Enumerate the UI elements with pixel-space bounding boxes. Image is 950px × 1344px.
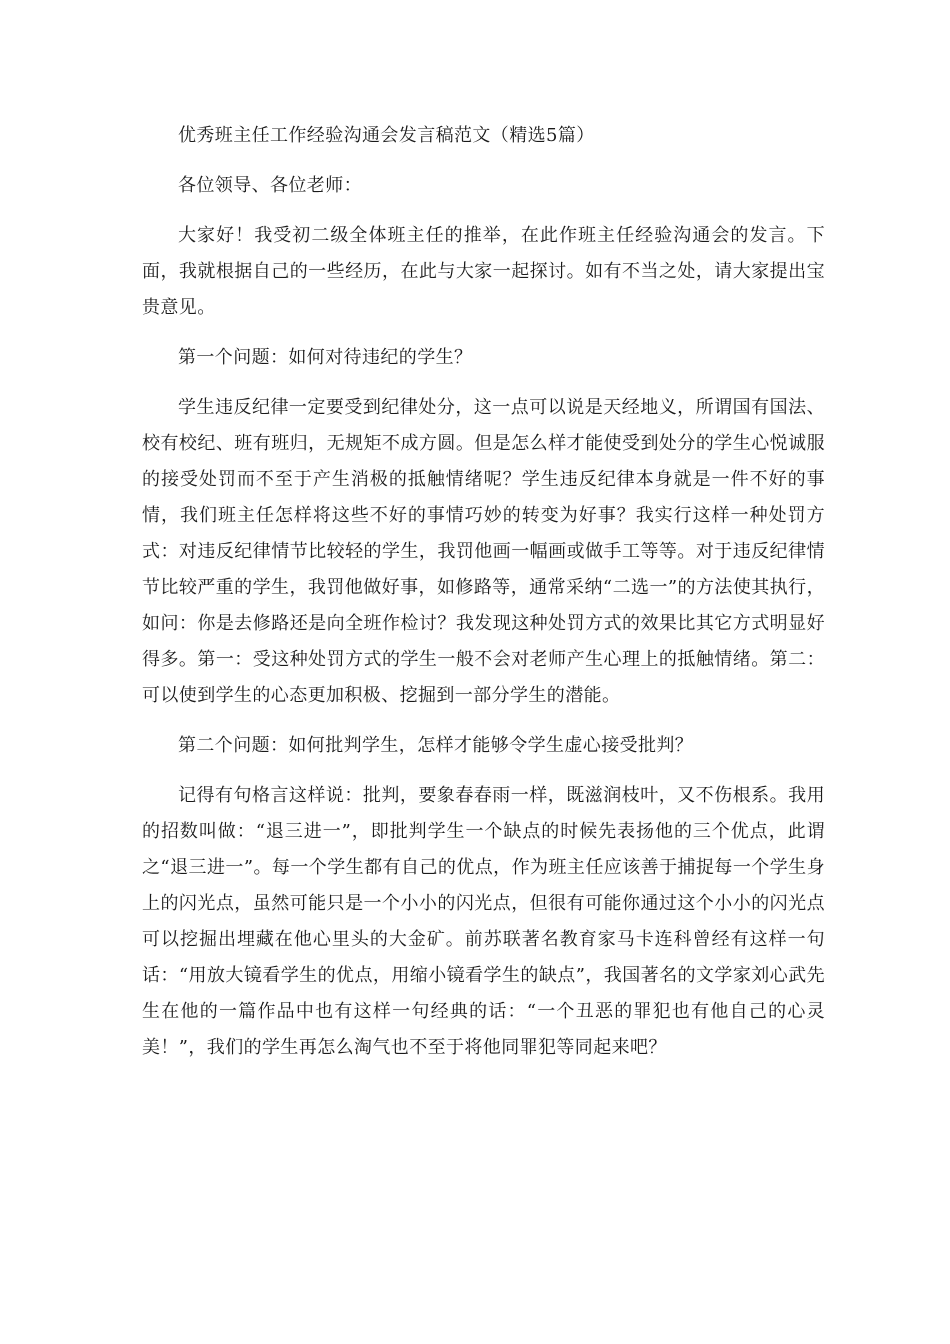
document-title: 优秀班主任工作经验沟通会发言稿范文（精选5篇） [178,125,595,146]
paragraph-criticism: 记得有句格言这样说：批判，要象春春雨一样，既滋润枝叶，又不伤根系。我用的招数叫做：“退三进一”，即批判学生一个缺点的时候先表扬他的三个优点，此谓之“退三进一”。每一个学生都有自己的优点，作为班主任应该善于捕捉每一个学生身上的闪光点，虽然可能只是一个小小的闪光点，但很有可能你通过这个小小的闪光点可以挖掘出埋藏在他心里头的大金矿。前苏联著名教育家马卡连科曾经有这样一句话：“用放大镜看学生的优点，用缩小镜看学生的缺点”，我国著名的文学家刘心武先生在他的一篇作品中也有这样一句经典的话：“一个丑恶的罪犯也有他自己的心灵美！”，我们的学生再怎么淘气也不至于将他同罪犯等同起来吧？ [142,785,825,1058]
heading-question-one: 第一个问题：如何对待违纪的学生？ [178,347,473,368]
paragraph-discipline: 学生违反纪律一定要受到纪律处分，这一点可以说是天经地义，所谓国有国法、校有校纪、班有班归，无规矩不成方圆。但是怎么样才能使受到处分的学生心悦诚服的接受处罚而不至于产生消极的抵触情绪呢？学生违反纪律本身就是一件不好的事情，我们班主任怎样将这些不好的事情巧妙的转变为好事？我实行这样一种处罚方式：对违反纪律情节比较轻的学生，我罚他画一幅画或做手工等等。对于违反纪律情节比较严重的学生，我罚他做好事，如修路等，通常采纳“二选一”的方法使其执行，如问：你是去修路还是向全班作检讨？我发现这种处罚方式的效果比其它方式明显好得多。第一：受这种处罚方式的学生一般不会对老师产生心理上的抵触情绪。第二：可以使到学生的心态更加积极、挖掘到一部分学生的潜能。 [142,397,825,706]
document-page [142,118,825,1066]
heading-question-two: 第二个问题：如何批判学生，怎样才能够令学生虚心接受批判？ [178,735,694,756]
salutation: 各位领导、各位老师： [178,175,362,196]
paragraph-greeting: 大家好！我受初二级全体班主任的推举，在此作班主任经验沟通会的发言。下面，我就根据自己的一些经历，在此与大家一起探讨。如有不当之处，请大家提出宝贵意见。 [142,225,825,318]
